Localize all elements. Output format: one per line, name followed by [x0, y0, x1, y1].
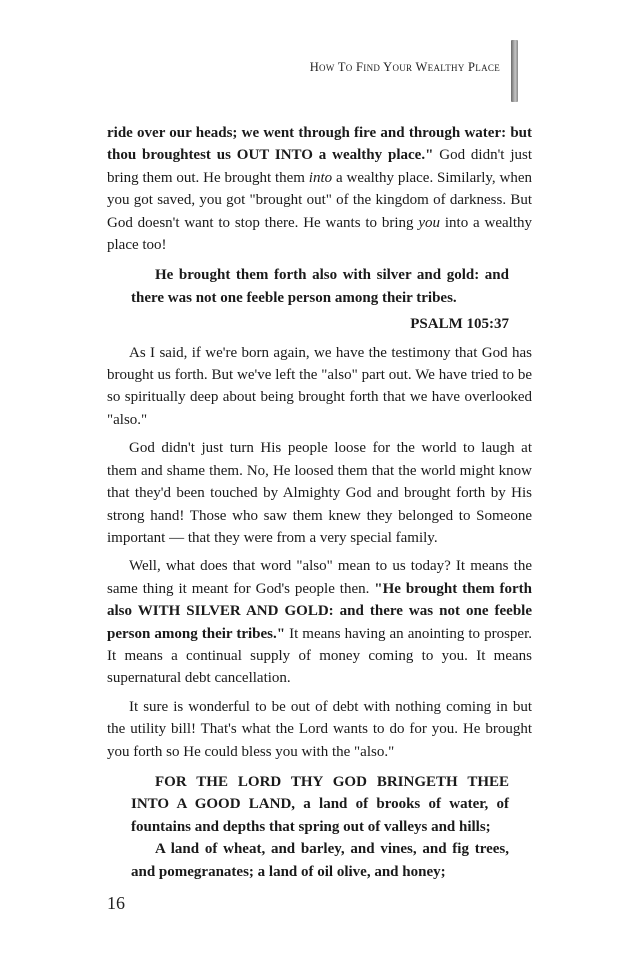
paragraph-1-text-a: God didn't just bring them out. He brought them	[107, 147, 532, 186]
paragraph-4-text-b: It means having an anointing to prosper. It means a continual supply of money coming to you. It means supernatural debt cancellation.	[107, 625, 532, 687]
paragraph-3: God didn't just turn His people loose for the world to laugh at them and shame them. No, He loosed them that the world might know that they'd been touched by Almighty God and brought forth by His strong hand! Those who saw them knew they belonged to Someone important — that they were from a very special family.	[107, 440, 532, 546]
paragraph-1-text-b: a wealthy place. Similarly, when you got saved, you got "brought out" of the kingdom of darkness. But God doesn't want to stop there. He wants to bring	[107, 169, 532, 231]
paragraph-1	[107, 122, 532, 256]
paragraph-1-italic-into: into	[308, 169, 333, 186]
paragraph-1-text-c: into a wealthy place too!	[107, 214, 532, 254]
page-number: 16	[107, 893, 125, 913]
paragraph-4	[107, 555, 532, 689]
paragraph-5: It sure is wonderful to be out of debt with nothing coming in but the utility bill! That's what the Lord wants to do for you. He brought you forth so He could bless you with the "also."	[107, 698, 532, 760]
scripture-quote-1	[131, 264, 509, 335]
scripture-quote-1-reference: PSALM 105:37	[410, 316, 509, 333]
paragraph-1-italic-you: you	[418, 214, 441, 231]
paragraph-4-text-a: Well, what does that word "also" mean to us today? It means the same thing it meant for God's people then.	[107, 558, 532, 597]
scripture-quote-2-line-2: A land of wheat, and barley, and vines, and fig trees, and pomegranates; a land of oil olive, and honey;	[131, 841, 509, 880]
paragraph-1-bold-quote: ride over our heads; we went through fire and through water: but thou broughtest us OUT INTO a wealthy place."	[107, 125, 532, 164]
paragraph-2: As I said, if we're born again, we have the testimony that God has brought us forth. But we've left the "also" part out. We have tried to be so spiritually deep about being brought forth that we have overlooked "also."	[107, 344, 532, 428]
paragraph-4-bold-quote: "He brought them forth also WITH SILVER AND GOLD: and there was not one feeble person among their tribes."	[107, 580, 533, 642]
running-header: How To Find Your Wealthy Place	[309, 60, 500, 74]
scripture-quote-2	[131, 771, 509, 883]
scripture-quote-2-line-1: FOR THE LORD THY GOD BRINGETH THEE INTO A GOOD LAND, a land of brooks of water, of fountains and depths that spring out of valleys and hills;	[131, 773, 509, 835]
header-edge-bar	[511, 40, 518, 102]
scripture-quote-1-text: He brought them forth also with silver and gold: and there was not one feeble person among their tribes.	[131, 267, 509, 306]
body-text	[107, 122, 532, 889]
